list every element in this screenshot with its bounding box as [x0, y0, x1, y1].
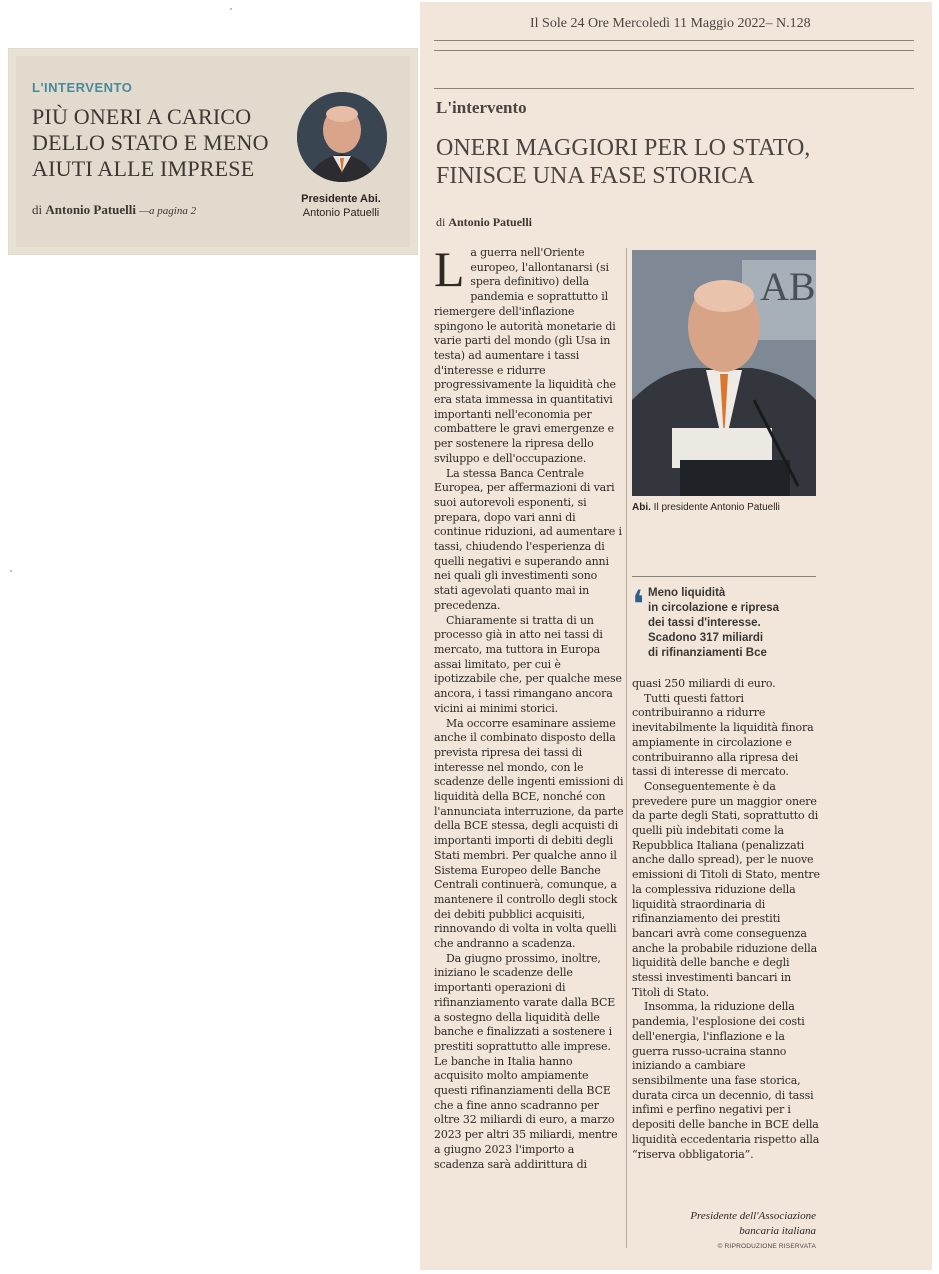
body-paragraph: Ma occorre esaminare assieme anche il combinato disposto della prevista ripresa dei tassi di interesse nel mondo, con le scadenze delle ingenti emissioni di liquidità della BCE, nonché con l'annunciata interruzione, da parte della BCE stessa, degli acquisti di importanti importi di debiti degli Stati membri. Per qualche anno il Sistema Europeo delle Banche Centrali continuerà, comunque, a mantenere il controllo degli stock dei debiti pubblici acquisiti, rinnovando di volta in volta quelli che andranno a scadenza.	[434, 716, 624, 951]
pullquote-line: dei tassi d'interesse.	[648, 617, 761, 629]
teaser-author-photo	[297, 92, 387, 182]
teaser-page-ref: —a pagina 2	[139, 205, 197, 217]
body-paragraph: Tutti questi fattori contribuiranno a ridurre inevitabilmente la liquidità finora ampiamente in circolazione e contribuiranno alla ripresa dei tassi di interesse di mercato.	[632, 691, 814, 779]
teaser-photo-caption	[286, 192, 396, 220]
headline-line: FINISCE UNA FASE STORICA	[436, 163, 755, 189]
scan-speck	[10, 570, 12, 572]
teaser-author: Antonio Patuelli	[45, 202, 137, 217]
teaser-byline-prefix: di	[32, 202, 43, 217]
body-paragraph: Conseguentemente è da prevedere pure un maggior onere da parte degli Stati, soprattutto di quelli più indebitati come la Repubblica Italiana (penalizzati anche dallo spread), per le nuove emissioni di Titoli di Stato, mentre la complessiva riduzione della liquidità straordinaria di rifinanziamento dei prestiti bancari avrà come conseguenza anche la probabile riduzione della liquidità delle banche e degli stessi investimenti bancari in Titoli di Stato.	[632, 779, 820, 999]
article-photo	[632, 250, 816, 496]
body-paragraph: Chiaramente si tratta di un processo già in atto nei tassi di mercato, ma tuttora in Europa assai limitato, per cui è ipotizzabile che, per qualche mese ancora, i tassi rimangano ancora vicini ai minimi storici.	[434, 613, 622, 715]
photo-caption-label: Abi.	[632, 502, 651, 513]
teaser-headline-line: AIUTI ALLE IMPRESE	[32, 156, 255, 181]
copyright-notice: © RIPRODUZIONE RISERVATA	[717, 1243, 816, 1250]
signature-line: Presidente dell'Associazione	[690, 1210, 816, 1222]
pullquote-line: di rifinanziamenti Bce	[648, 647, 767, 659]
headline-line: ONERI MAGGIORI PER LO STATO,	[436, 135, 811, 161]
drop-cap: L	[434, 246, 465, 297]
portrait-illustration	[297, 92, 387, 182]
signature-line: bancaria italiana	[739, 1225, 816, 1237]
photo-illustration	[632, 250, 816, 496]
byline-author: Antonio Patuelli	[448, 215, 533, 229]
quote-mark-icon: ❛	[632, 584, 645, 626]
section-rule	[434, 50, 914, 51]
article-headline	[436, 134, 856, 190]
teaser-panel	[16, 56, 410, 247]
body-column-1	[434, 246, 624, 1256]
pullquote-line: in circolazione e ripresa	[648, 602, 780, 614]
teaser-headline	[32, 104, 282, 182]
teaser-byline	[32, 202, 196, 218]
body-paragraph	[434, 246, 624, 467]
article-byline	[436, 215, 532, 230]
pullquote-line: Scadono 317 miliardi	[648, 632, 764, 644]
photo-caption	[632, 502, 822, 513]
teaser-caption-name: Antonio Patuelli	[302, 207, 380, 219]
paragraph-text: a guerra nell'Oriente europeo, l'allontanarsi (si spera definitivo) della pandemia e soprattutto il riemergere dell'inflazione spingono le autorità monetarie di varie parti del mondo (gli Usa in testa) ad aumentare i tassi d'interesse e ridurre progressivamente la liquidità che era stata immessa in quantitativi importanti nell'economia per combattere le gravi emergenze e per sostenere la ripresa dello sviluppo e dell'occupazione.	[434, 246, 616, 465]
body-paragraph: Insomma, la riduzione della pandemia, l'esplosione dei costi dell'energia, l'inflazione e la guerra russo-ucraina stanno iniziando a cambiare sensibilmente una fase storica, durata circa un decennio, di tassi infimi e perfino negativi per i depositi delle banche in BCE della liquidità eccedentaria rispetto alla “riserva obbligatoria”.	[632, 1000, 820, 1161]
body-paragraph: La stessa Banca Centrale Europea, per affermazioni di vari suoi autorevoli esponenti, si prepara, dopo vari anni di continue riduzioni, ad aumentare i tassi, chiudendo l'esperienza di quelli negativi e superando anni nei quali gli investimenti sono stati agevolati quanto mai in precedenza.	[434, 466, 622, 612]
teaser-headline-line: DELLO STATO E MENO	[32, 130, 269, 155]
body-paragraph: quasi 250 miliardi di euro.	[632, 677, 776, 690]
scan-speck	[230, 8, 232, 10]
byline-prefix: di	[436, 215, 446, 229]
svg-text:AB: AB	[760, 264, 816, 309]
body-paragraph: Da giugno prossimo, inoltre, iniziano le scadenze delle importanti operazioni di rifinanziamento varate dalla BCE a sostegno della liquidità delle banche e finalizzati a sostenere i prestiti soprattutto alle imprese. Le banche in Italia hanno acquisito molto ampiamente questi rifinanziamenti della BCE che a fine anno scadranno per oltre 32 miliardi di euro, a marzo 2023 per altri 35 miliardi, mentre a giugno 2023 l'importo a scadenza sarà addirittura di	[434, 951, 618, 1171]
photo-caption-text: Il presidente Antonio Patuelli	[653, 502, 780, 513]
body-column-2	[632, 677, 822, 1187]
masthead-rule	[434, 40, 914, 41]
teaser-clipping	[8, 48, 418, 255]
section-rule	[434, 88, 914, 89]
teaser-headline-line: PIÙ ONERI A CARICO	[32, 104, 252, 129]
author-signature	[632, 1209, 816, 1239]
masthead: Il Sole 24 Ore Mercoledì 11 Maggio 2022– N.128	[530, 16, 811, 31]
teaser-kicker: L'INTERVENTO	[32, 80, 133, 95]
teaser-caption-title: Presidente Abi.	[301, 193, 381, 205]
section-label: L'intervento	[436, 98, 527, 117]
pullquote-rule	[632, 576, 816, 577]
article-clipping	[420, 2, 932, 1270]
pullquote	[648, 586, 816, 661]
pullquote-line: Meno liquidità	[648, 587, 726, 599]
column-divider	[626, 248, 627, 1248]
